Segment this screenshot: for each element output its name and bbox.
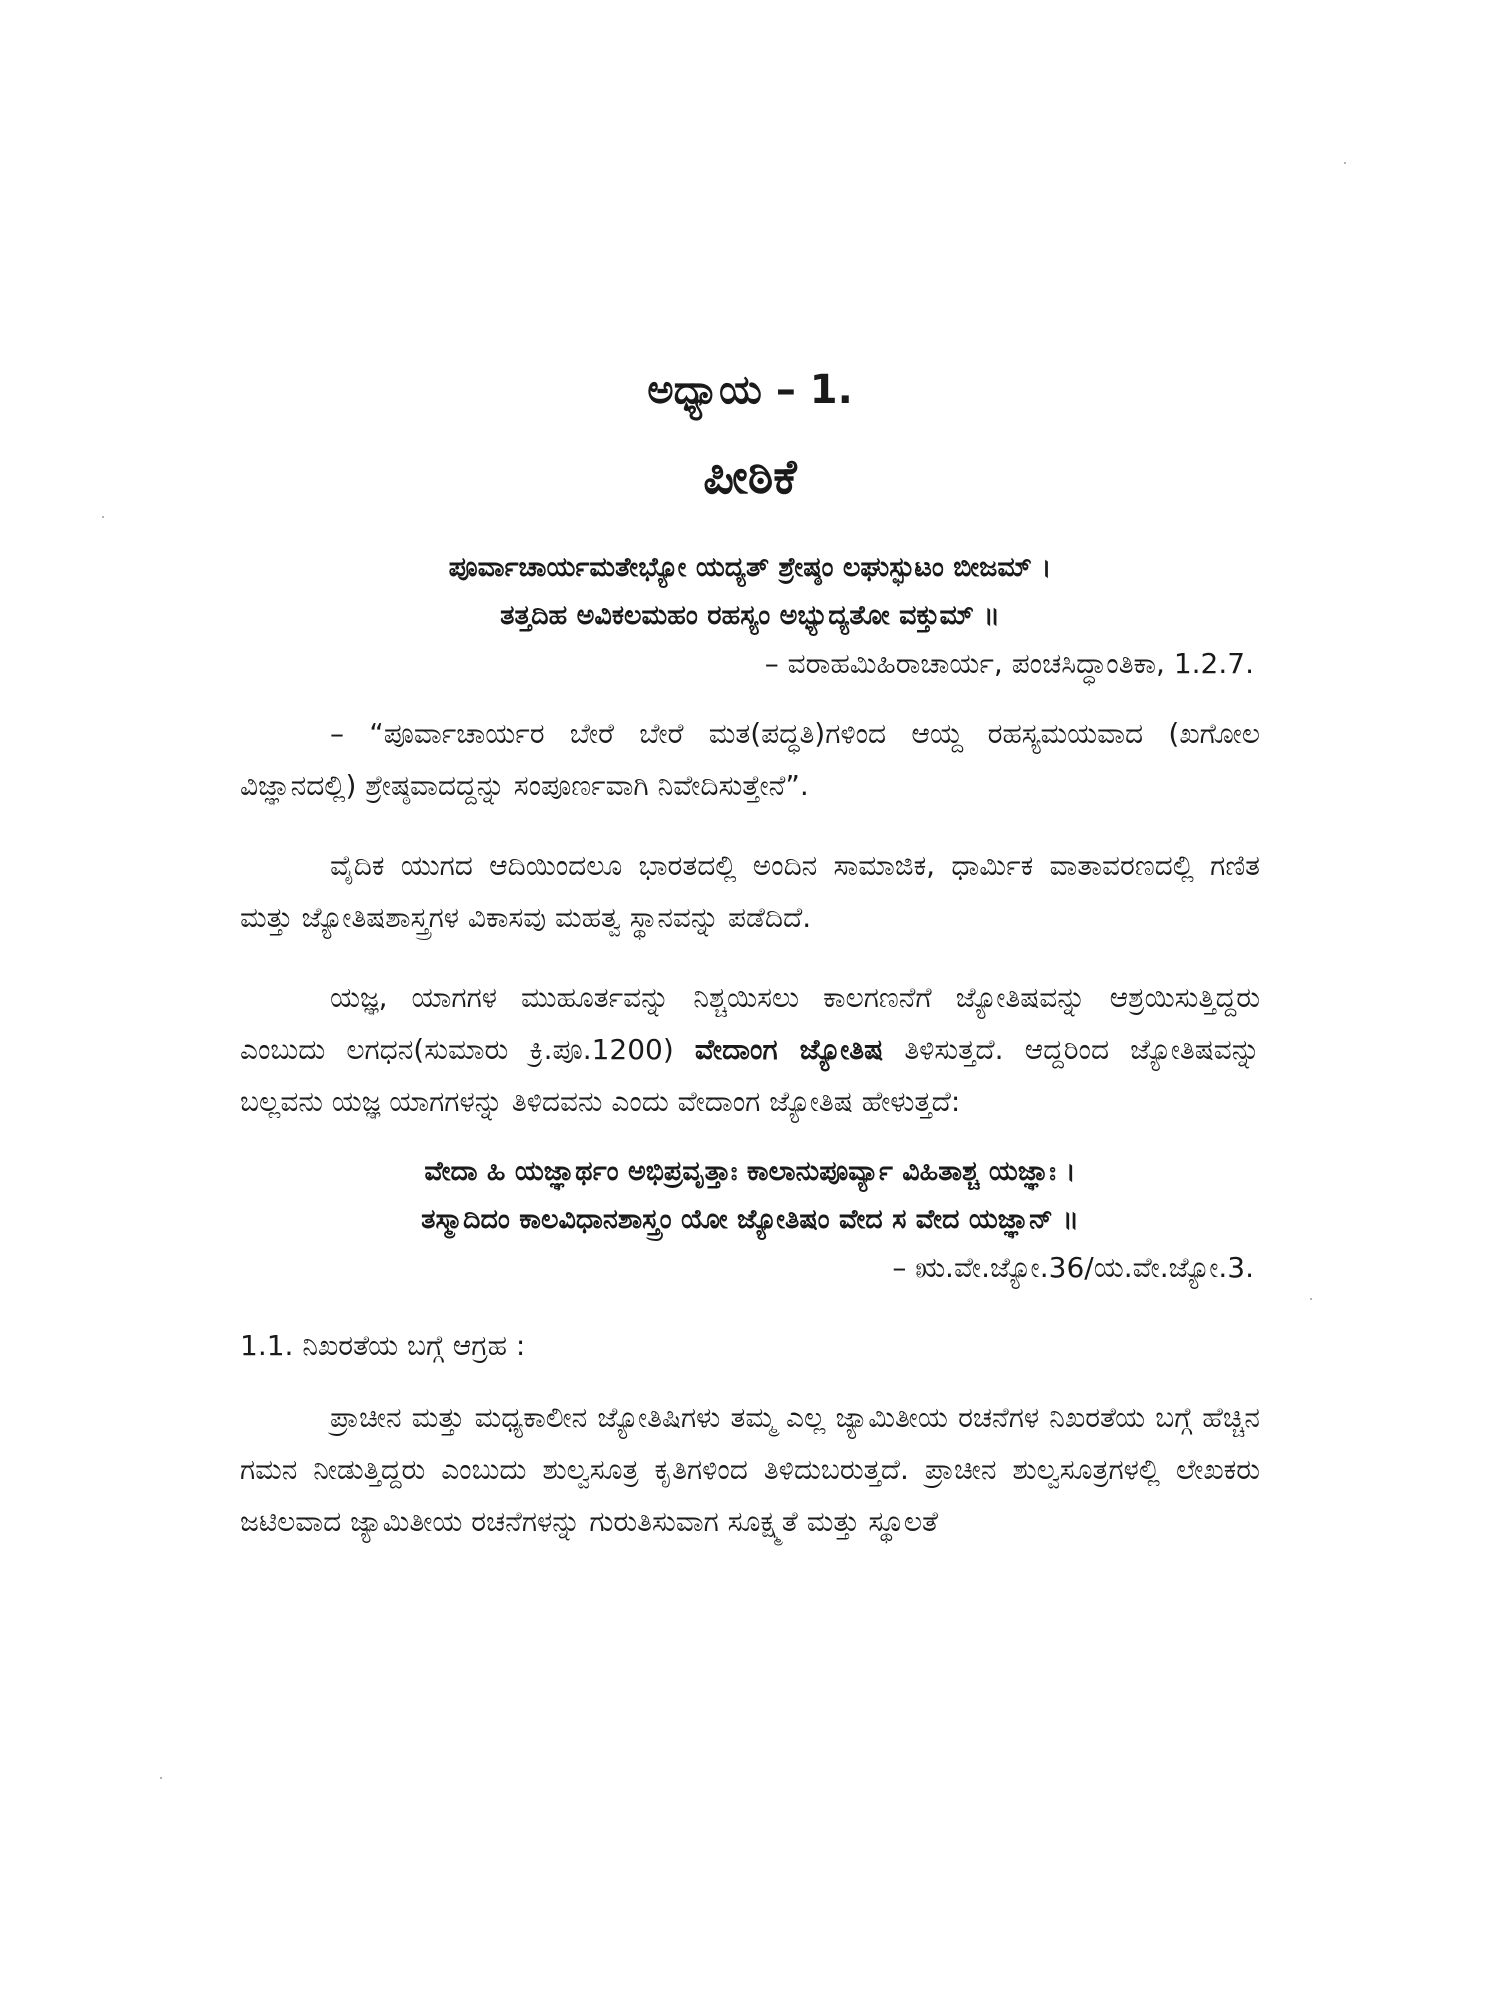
- scan-speck: [160, 1777, 162, 1779]
- text-title-vedanga-jyotisha: ವೇದಾಂಗ ಜ್ಯೋತಿಷ: [694, 1033, 884, 1066]
- paragraph-text: ಯಜ್ಞ, ಯಾಗಗಳ ಮುಹೂರ್ತವನ್ನು ನಿಶ್ಚಯಿಸಲು ಕಾಲಗಣನೆಗೆ ಜ್ಯೋತಿಷವನ್ನು ಆಶ್ರಯಿಸುತ್ತಿದ್ದರು ಎಂಬುದು ಲಗಧನ(ಸುಮಾರು ಕ್ರಿ.ಪೂ.1200): [240, 981, 1260, 1066]
- document-body: [240, 360, 1260, 1548]
- translation-paragraph: – “ಪೂರ್ವಾಚಾರ್ಯರ ಬೇರೆ ಬೇರೆ ಮತ(ಪದ್ಧತಿ)ಗಳಿಂದ ಆಯ್ದ ರಹಸ್ಯಮಯವಾದ (ಖಗೋಲ ವಿಜ್ಞಾನದಲ್ಲಿ) ಶ್ರೇಷ್ಠವಾದದ್ದನ್ನು ಸಂಪೂರ್ಣವಾಗಿ ನಿವೇದಿಸುತ್ತೇನೆ”.: [240, 717, 1260, 802]
- quoted-verse: [240, 1148, 1260, 1292]
- body-paragraph: [240, 972, 1260, 1128]
- section-title: ನಿಖರತೆಯ ಬಗ್ಗೆ ಆಗ್ರಹ :: [302, 1329, 526, 1362]
- section-number: 1.1.: [240, 1329, 294, 1362]
- verse-line: ತಸ್ಮಾದಿದಂ ಕಾಲವಿಧಾನಶಾಸ್ತ್ರಂ ಯೋ ಜ್ಯೋತಿಷಂ ವೇದ ಸ ವೇದ ಯಜ್ಞಾನ್ ॥: [421, 1204, 1079, 1235]
- scan-speck: [1310, 1298, 1312, 1300]
- verse-attribution: – ಋ.ವೇ.ಜ್ಯೋ.36/ಯ.ವೇ.ಜ್ಯೋ.3.: [892, 1251, 1254, 1284]
- opening-verse: [240, 544, 1260, 688]
- chapter-title: ಪೀಠಿಕೆ: [703, 449, 797, 505]
- verse-line: ವೇದಾ ಹಿ ಯಜ್ಞಾರ್ಥಂ ಅಭಿಪ್ರವೃತ್ತಾಃ ಕಾಲಾನುಪೂರ್ವ್ಯಾ ವಿಹಿತಾಶ್ಚ ಯಜ್ಞಾಃ ।: [424, 1156, 1076, 1187]
- chapter-number: ಅಧ್ಯಾಯ – 1.: [647, 367, 853, 413]
- verse-line: ಪೂರ್ವಾಚಾರ್ಯಮತೇಭ್ಯೋ ಯದ್ಯತ್ ಶ್ರೇಷ್ಠಂ ಲಘುಸ್ಫುಟಂ ಬೀಜಮ್ ।: [448, 552, 1052, 583]
- body-paragraph: ಪ್ರಾಚೀನ ಮತ್ತು ಮಧ್ಯಕಾಲೀನ ಜ್ಯೋತಿಷಿಗಳು ತಮ್ಮ ಎಲ್ಲ ಜ್ಯಾಮಿತೀಯ ರಚನೆಗಳ ನಿಖರತೆಯ ಬಗ್ಗೆ ಹೆಚ್ಚಿನ ಗಮನ ನೀಡುತ್ತಿದ್ದರು ಎಂಬುದು ಶುಲ್ವಸೂತ್ರ ಕೃತಿಗಳಿಂದ ತಿಳಿದುಬರುತ್ತದೆ. ಪ್ರಾಚೀನ ಶುಲ್ವಸೂತ್ರಗಳಲ್ಲಿ ಲೇಖಕರು ಜಟಿಲವಾದ ಜ್ಯಾಮಿತೀಯ ರಚನೆಗಳನ್ನು ಗುರುತಿಸುವಾಗ ಸೂಕ್ಷ್ಮತೆ ಮತ್ತು ಸ್ಥೂಲತೆ: [240, 1401, 1260, 1538]
- scan-speck: [102, 516, 104, 518]
- paragraph-text: ತಿಳಿಸುತ್ತದೆ. ಆದ್ದರಿಂದ ಜ್ಯೋತಿಷವನ್ನು ಬಲ್ಲವನು ಯಜ್ಞ ಯಾಗಗಳನ್ನು ತಿಳಿದವನು ಎಂದು ವೇದಾಂಗ ಜ್ಯೋತಿಷ ಹೇಳುತ್ತದೆ:: [240, 1033, 1260, 1118]
- verse-line: ತತ್ತದಿಹ ಅವಿಕಲಮಹಂ ರಹಸ್ಯಂ ಅಭ್ಯುದ್ಯತೋ ವಕ್ತುಮ್ ॥: [500, 600, 1000, 631]
- body-paragraph: ವೈದಿಕ ಯುಗದ ಆದಿಯಿಂದಲೂ ಭಾರತದಲ್ಲಿ ಅಂದಿನ ಸಾಮಾಜಿಕ, ಧಾರ್ಮಿಕ ವಾತಾವರಣದಲ್ಲಿ ಗಣಿತ ಮತ್ತು ಜ್ಯೋತಿಷಶಾಸ್ತ್ರಗಳ ವಿಕಾಸವು ಮಹತ್ವ ಸ್ಥಾನವನ್ನು ಪಡೆದಿದೆ.: [240, 849, 1260, 934]
- scan-speck: [1344, 162, 1346, 164]
- verse-attribution: – ವರಾಹಮಿಹಿರಾಚಾರ್ಯ, ಪಂಚಸಿದ್ಧಾಂತಿಕಾ, 1.2.7.: [764, 647, 1254, 680]
- section-heading: [240, 1320, 1260, 1372]
